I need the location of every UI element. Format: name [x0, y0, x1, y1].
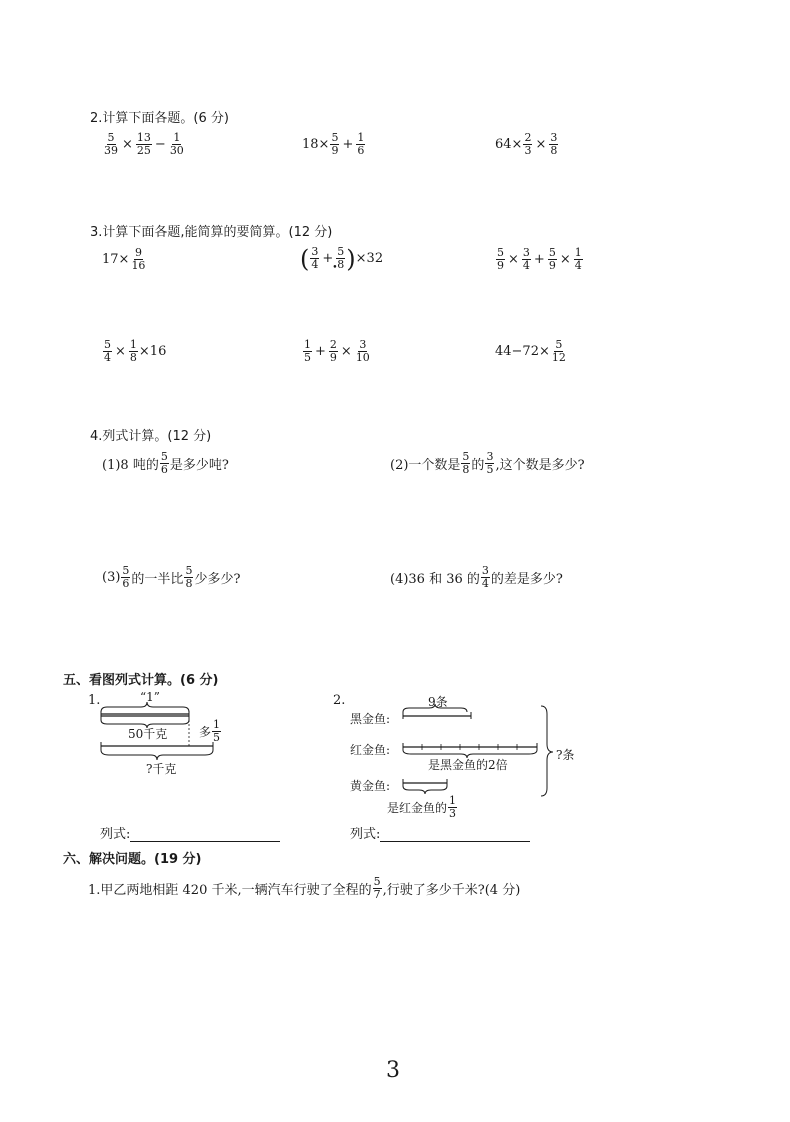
section-4-title: 4.列式计算。(12 分) [90, 429, 212, 444]
question-4-1: (1)8 吨的 5 6 是多少吨? [102, 450, 229, 476]
problem-3-3: $\frac{5}{9}$ × $\frac{3}{4}$ + $\frac{5}{9}$ × $\frac{1}{4}$ [497, 246, 582, 272]
diagram-1-left-label: 50千克 [128, 727, 168, 741]
problem-2-1: $\frac{5}{39}$ × $\frac{13}{25}$ − $\frac{1}{30}$ [104, 131, 184, 157]
diagram-2-line-segments [395, 700, 565, 810]
diagram-2-yellow-label: 黄金鱼: [350, 779, 391, 793]
problem-3-4: $\frac{5}{4}$ × $\frac{1}{8}$ ×16 [104, 338, 167, 364]
diagram-2-red-note: 是黑金鱼的2倍 [428, 758, 508, 772]
question-6-1: 1.甲乙两地相距 420 千米,一辆汽车行驶了全程的 5 7 ,行驶了多少千米?(4 分) [88, 875, 521, 901]
diagram-1-unit-label: “1” [140, 690, 160, 704]
diagram-2-red-label: 红金鱼: [350, 743, 391, 757]
question-4-4: (4)36 和 36 的 3 4 的差是多少? [390, 564, 563, 590]
formula-row-2: 列式: [350, 823, 530, 842]
section-5-title: 五、看图列式计算。(6 分) [63, 673, 219, 688]
diagram-2-total-label: ?条 [556, 748, 575, 762]
diagram-1-number: 1. [88, 693, 101, 708]
diagram-2-number: 2. [333, 693, 346, 708]
diagram-1-total-label: ?千克 [146, 762, 177, 776]
section-2-title: 2.计算下面各题。(6 分) [90, 111, 229, 126]
page-number: 3 [386, 1058, 400, 1083]
question-4-2: (2)一个数是 5 8 的 3 5 ,这个数是多少? [390, 450, 585, 476]
question-4-3: (3) 5 6 的一半比 5 8 少多少? [102, 564, 241, 590]
problem-2-3: 64× $\frac{2}{3}$ × $\frac{3}{8}$ [495, 131, 558, 157]
section-6-title: 六、解决问题。(19 分) [63, 852, 202, 867]
formula-blank-1[interactable] [130, 841, 280, 842]
diagram-1-more-label: 多 1 5 [199, 718, 221, 744]
section-3-title: 3.计算下面各题,能简算的要简算。(12 分) [90, 225, 333, 240]
problem-3-1: 17× $\frac{9}{16}$ [102, 246, 146, 272]
formula-blank-2[interactable] [380, 841, 530, 842]
problem-2-2: 18× $\frac{5}{9}$ + $\frac{1}{6}$ [302, 131, 365, 157]
problem-3-6: 44−72× $\frac{5}{12}$ [495, 338, 566, 364]
formula-row-1: 列式: [100, 823, 280, 842]
problem-3-2: ( 3 4 + $\frac{5}{8}$ • ) ×32 [300, 246, 383, 271]
diagram-2-black-label: 黑金鱼: [350, 712, 391, 726]
diagram-2-top-label: 9条 [428, 695, 448, 709]
problem-3-5: 1 5 + $\frac{2}{9}$ × $\frac{3}{10}$ [304, 338, 370, 364]
diagram-2-yellow-note: 是红金鱼的 1 3 [387, 794, 457, 820]
